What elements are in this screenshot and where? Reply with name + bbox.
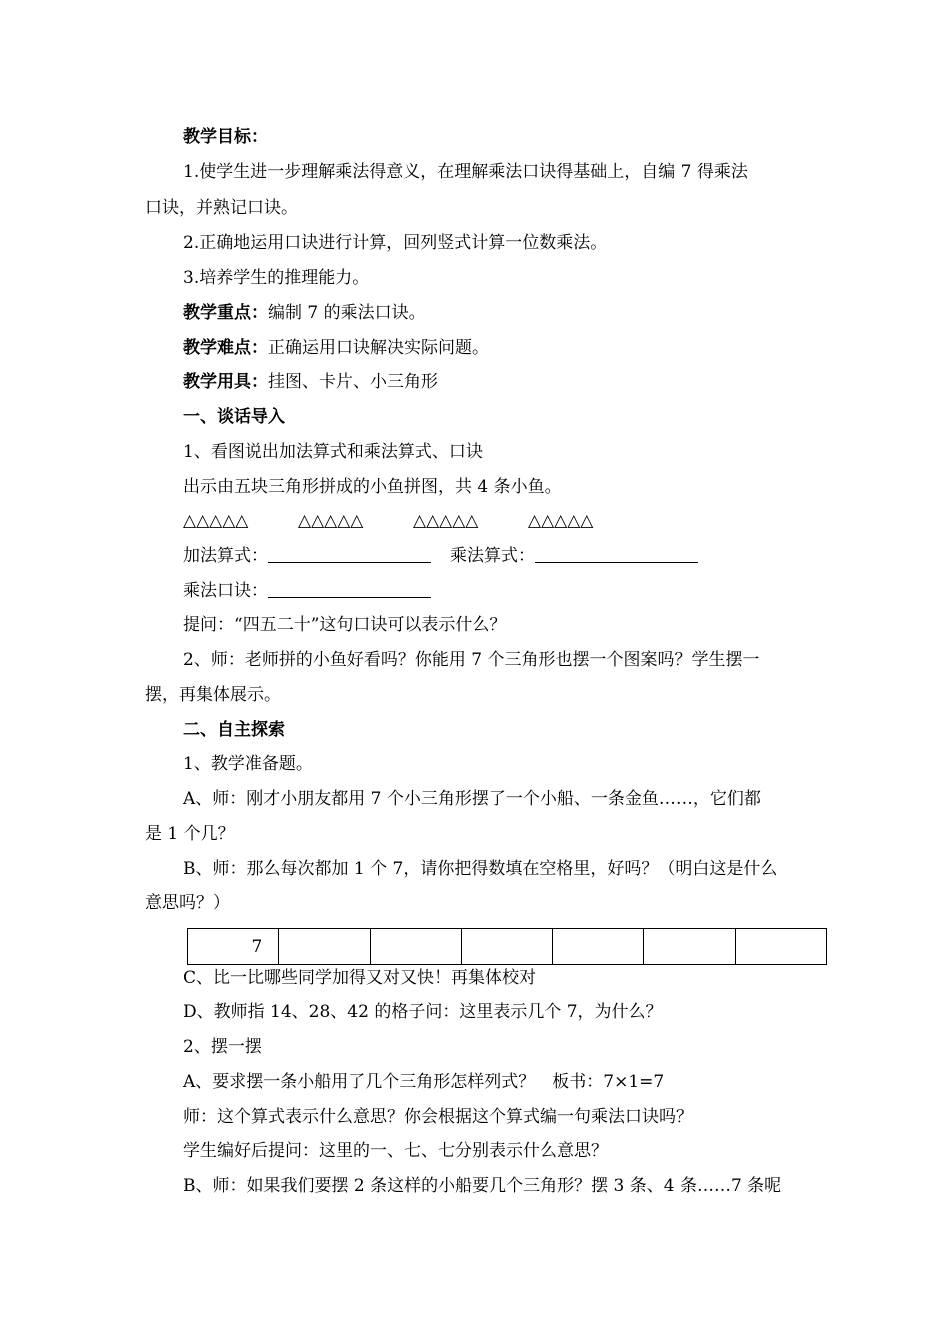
triangle-group-1: △△△△△: [183, 511, 249, 531]
section-2-B-line-1: B、师：那么每次都加 1 个 7，请你把得数填在空格里，好吗？（明白这是什么: [183, 859, 778, 879]
section-2-2A: A、要求摆一条小船用了几个三角形怎样列式？ 板书：7×1=7: [183, 1072, 665, 1092]
grid-cell-5: [553, 929, 644, 965]
grid-cell-1: 7: [188, 929, 279, 965]
section-2-B-line-2: 意思吗？）: [145, 893, 230, 913]
teaching-tools: [183, 371, 438, 393]
objective-3: 3.培养学生的推理能力。: [183, 268, 370, 288]
objective-1-line-2: 口诀，并熟记口诀。: [145, 198, 298, 218]
section-1-fish-text: 出示由五块三角形拼成的小鱼拼图，共 4 条小鱼。: [183, 477, 562, 497]
multiplication-rhyme-blank: [268, 581, 431, 598]
tools-text: 挂图、卡片、小三角形: [268, 372, 438, 392]
section-1-question: 提问：“四五二十”这句口诀可以表示什么？: [183, 615, 507, 635]
section-2-heading: 二、自主探索: [183, 720, 285, 740]
grid-cell-3: [370, 929, 461, 965]
section-2-2B: B、师：如果我们要摆 2 条这样的小船要几个三角形？摆 3 条、4 条……7 条呢: [183, 1176, 782, 1196]
triangle-group-2: △△△△△: [298, 511, 364, 531]
section-2-item-2: 2、摆一摆: [183, 1037, 262, 1057]
key-point: [183, 302, 426, 324]
section-2-student-question: 学生编好后提问：这里的一、七、七分别表示什么意思？: [183, 1141, 608, 1161]
key-point-text: 编制 7 的乘法口诀。: [268, 303, 426, 323]
addition-formula-blank: [268, 546, 431, 563]
multiplication-rhyme-row: [183, 580, 431, 602]
grid-cell-4: [461, 929, 552, 965]
key-point-label: 教学重点：: [183, 303, 268, 323]
grid-cell-2: [279, 929, 370, 965]
difficulty-text: 正确运用口诀解决实际问题。: [268, 338, 489, 358]
difficulty-label: 教学难点：: [183, 338, 268, 358]
section-2-C: C、比一比哪些同学加得又对又快！再集体校对: [183, 968, 537, 988]
section-2-A-line-1: A、师：刚才小朋友都用 7 个小三角形摆了一个小船、一条金鱼……，它们都: [183, 789, 761, 809]
grid-row: [188, 929, 827, 965]
objective-1-line-1: 1.使学生进一步理解乘法得意义，在理解乘法口诀得基础上，自编 7 得乘法: [183, 162, 748, 182]
multiplication-formula-blank: [535, 546, 698, 563]
objectives-heading: 教学目标：: [183, 127, 268, 147]
multiplication-formula-row: [450, 545, 698, 567]
triangle-group-3: △△△△△: [413, 511, 479, 531]
section-1-item-2-line-1: 2、师：老师拼的小鱼好看吗？你能用 7 个三角形也摆一个图案吗？学生摆一: [183, 650, 760, 670]
section-1-heading: 一、谈话导入: [183, 407, 285, 427]
addition-formula-row: [183, 545, 431, 567]
tools-label: 教学用具：: [183, 372, 268, 392]
section-2-item-1: 1、教学准备题。: [183, 754, 313, 774]
section-1-item-1: 1、看图说出加法算式和乘法算式、口诀: [183, 442, 483, 462]
sevens-fill-grid: [187, 928, 827, 965]
grid-cell-7: [735, 929, 826, 965]
addition-formula-label: 加法算式：: [183, 546, 268, 566]
grid-cell-6: [644, 929, 735, 965]
section-2-A-line-2: 是 1 个几？: [145, 824, 235, 844]
difficulty: [183, 337, 489, 359]
multiplication-formula-label: 乘法算式：: [450, 546, 535, 566]
multiplication-rhyme-label: 乘法口诀：: [183, 581, 268, 601]
objective-2: 2.正确地运用口诀进行计算，回列竖式计算一位数乘法。: [183, 233, 608, 253]
section-1-item-2-line-2: 摆，再集体展示。: [145, 685, 281, 705]
section-2-D: D、教师指 14、28、42 的格子问：这里表示几个 7，为什么？: [183, 1002, 663, 1022]
triangle-group-4: △△△△△: [528, 511, 594, 531]
section-2-teacher-question: 师：这个算式表示什么意思？你会根据这个算式编一句乘法口诀吗？: [183, 1107, 693, 1127]
